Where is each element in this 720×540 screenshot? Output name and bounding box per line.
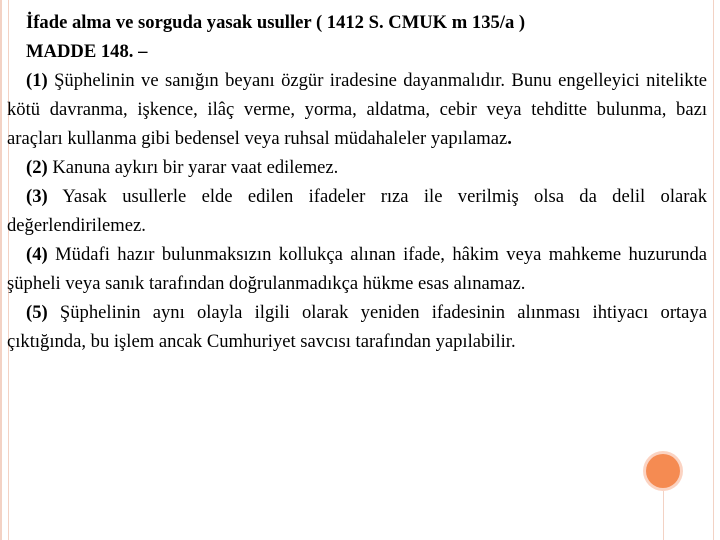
paragraph-text: Şüphelinin ve sanığın beyanı özgür iradesine dayanmalıdır. Bunu engelleyici nitelikte kötü davranma, işkence, ilâç verme, yorma, aldatma, cebir veya tehditte bulunma, bazı araçları kullanma gibi bedensel veya ruhsal müdahaleler yapılamaz (7, 70, 707, 149)
decorative-line (663, 491, 664, 540)
paragraph-text: Kanuna aykırı bir yarar vaat edilemez. (47, 157, 339, 178)
decorative-circle-icon (643, 451, 683, 491)
paragraph-text: Müdafi hazır bulunmaksızın kollukça alınan ifade, hâkim veya mahkeme huzurunda şüpheli veya sanık tarafından doğrulanmadıkça hükme esas alınamaz. (7, 244, 707, 294)
slide-content (7, 8, 707, 356)
article-heading: MADDE 148. – (26, 41, 148, 62)
paragraph-text: Yasak usullerle elde edilen ifadeler rıza ile verilmiş olsa da delil olarak değerlendirilemez. (7, 186, 707, 236)
circle-dot (646, 454, 680, 488)
paragraph-number: (5) (26, 302, 48, 323)
paragraph-4 (7, 240, 707, 298)
paragraph-2 (7, 153, 707, 182)
paragraph-number: (2) (26, 157, 48, 178)
paragraph-number: (3) (26, 186, 48, 207)
paragraph-end-mark: . (507, 128, 512, 149)
paragraph-1 (7, 66, 707, 153)
slide-title: İfade alma ve sorguda yasak usuller ( 1412 S. CMUK m 135/a ) (26, 12, 526, 33)
paragraph-number: (1) (26, 70, 48, 91)
paragraph-3 (7, 182, 707, 240)
paragraph-text: Şüphelinin aynı olayla ilgili olarak yeniden ifadesinin alınması ihtiyacı ortaya çıktığında, bu işlem ancak Cumhuriyet savcısı tarafından yapılabilir. (7, 302, 707, 352)
paragraph-number: (4) (26, 244, 48, 265)
paragraph-5 (7, 298, 707, 356)
